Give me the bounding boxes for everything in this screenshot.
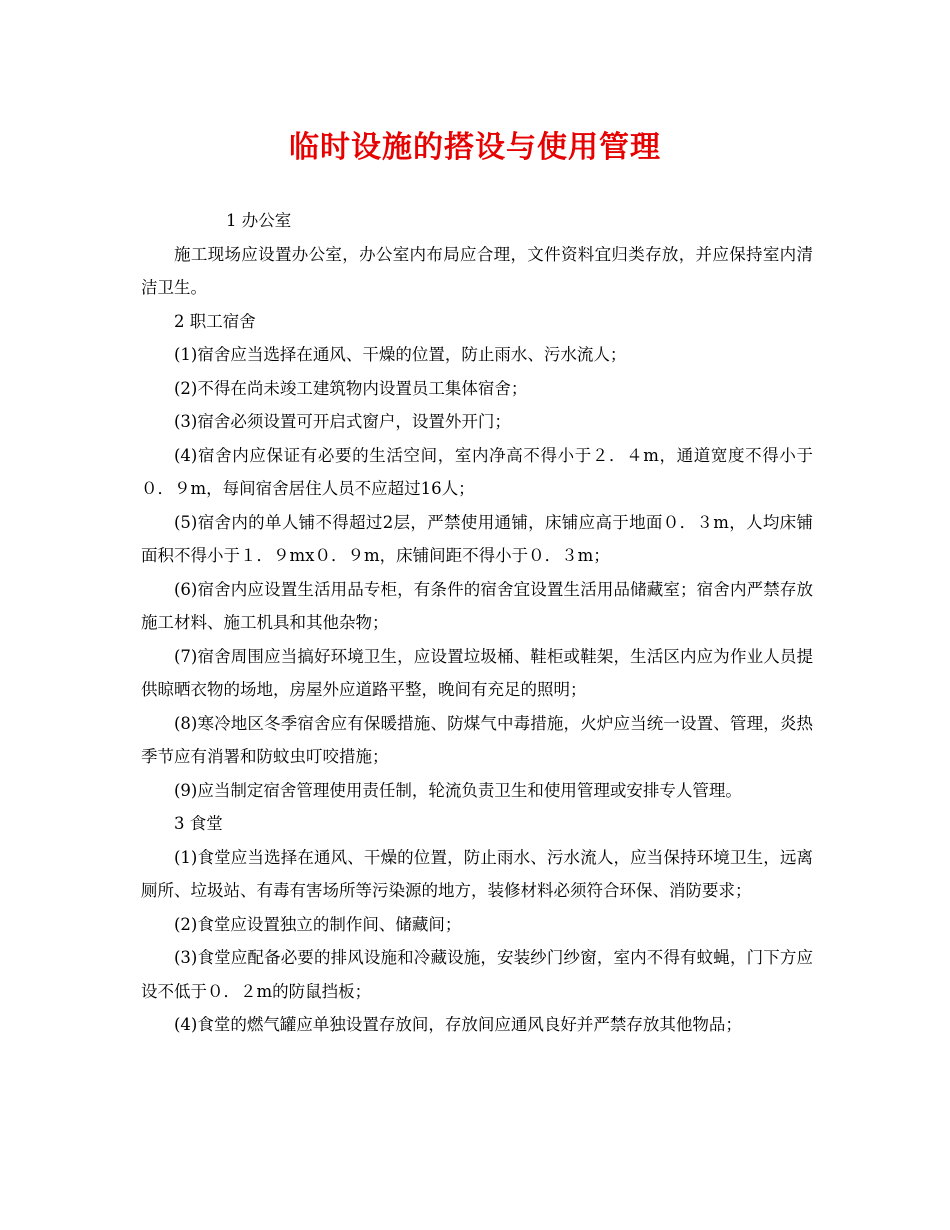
list-item: (6)宿舍内应设置生活用品专柜，有条件的宿舍宜设置生活用品储藏室；宿舍内严禁存放施工材料、施工机具和其他杂物； xyxy=(141,579,813,632)
list-item: (8)寒冷地区冬季宿舍应有保暖措施、防煤气中毒措施，火炉应当统一设置、管理，炎热季节应有消署和防蚊虫叮咬措施； xyxy=(141,713,813,766)
list-item: (2)不得在尚未竣工建筑物内设置员工集体宿舍； xyxy=(174,378,528,398)
list-item: (2)食堂应设置独立的制作间、储藏间； xyxy=(174,914,462,934)
list-item: (4)宿舍内应保证有必要的生活空间，室内净高不得小于２．４m，通道宽度不得小于０．９m，每间宿舍居住人员不应超过16人； xyxy=(141,445,813,498)
document-title: 临时设施的搭设与使用管理 xyxy=(289,130,661,165)
paragraph: 施工现场应设置办公室，办公室内布局应合理，文件资料宜归类存放，并应保持室内清洁卫生。 xyxy=(141,244,813,297)
list-item: (3)食堂应配备必要的排风设施和冷藏设施，安装纱门纱窗，室内不得有蚊蝇，门下方应设不低于０．２m的防鼠挡板； xyxy=(141,948,813,1001)
section-heading-office: 1 办公室 xyxy=(226,211,292,230)
list-item: (3)宿舍必须设置可开启式窗户，设置外开门； xyxy=(174,412,511,431)
list-item: (5)宿舍内的单人铺不得超过2层，严禁使用通铺，床铺应高于地面０．３m，人均床铺面积不得小于１．９mx０．９m，床铺间距不得小于０．３m； xyxy=(141,512,813,565)
document-body xyxy=(141,204,813,1042)
list-item: (9)应当制定宿舍管理使用责任制，轮流负责卫生和使用管理或安排专人管理。 xyxy=(174,780,742,800)
list-item: (1)宿舍应当选择在通风、干燥的位置，防止雨水、污水流人； xyxy=(174,345,627,364)
section-heading-dormitory: 2 职工宿舍 xyxy=(174,311,256,331)
list-item: (7)宿舍周围应当搞好环境卫生，应设置垃圾桶、鞋柜或鞋架，生活区内应为作业人员提供晾晒衣物的场地，房屋外应道路平整，晚间有充足的照明； xyxy=(141,646,813,699)
list-item: (4)食堂的燃气罐应单独设置存放间，存放间应通风良好并严禁存放其他物品； xyxy=(174,1015,742,1034)
list-item: (1)食堂应当选择在通风、干燥的位置，防止雨水、污水流人，应当保持环境卫生，远离厕所、垃圾站、有毒有害场所等污染源的地方，装修材料必须符合环保、消防要求； xyxy=(141,847,813,900)
section-heading-canteen: 3 食堂 xyxy=(174,814,223,833)
